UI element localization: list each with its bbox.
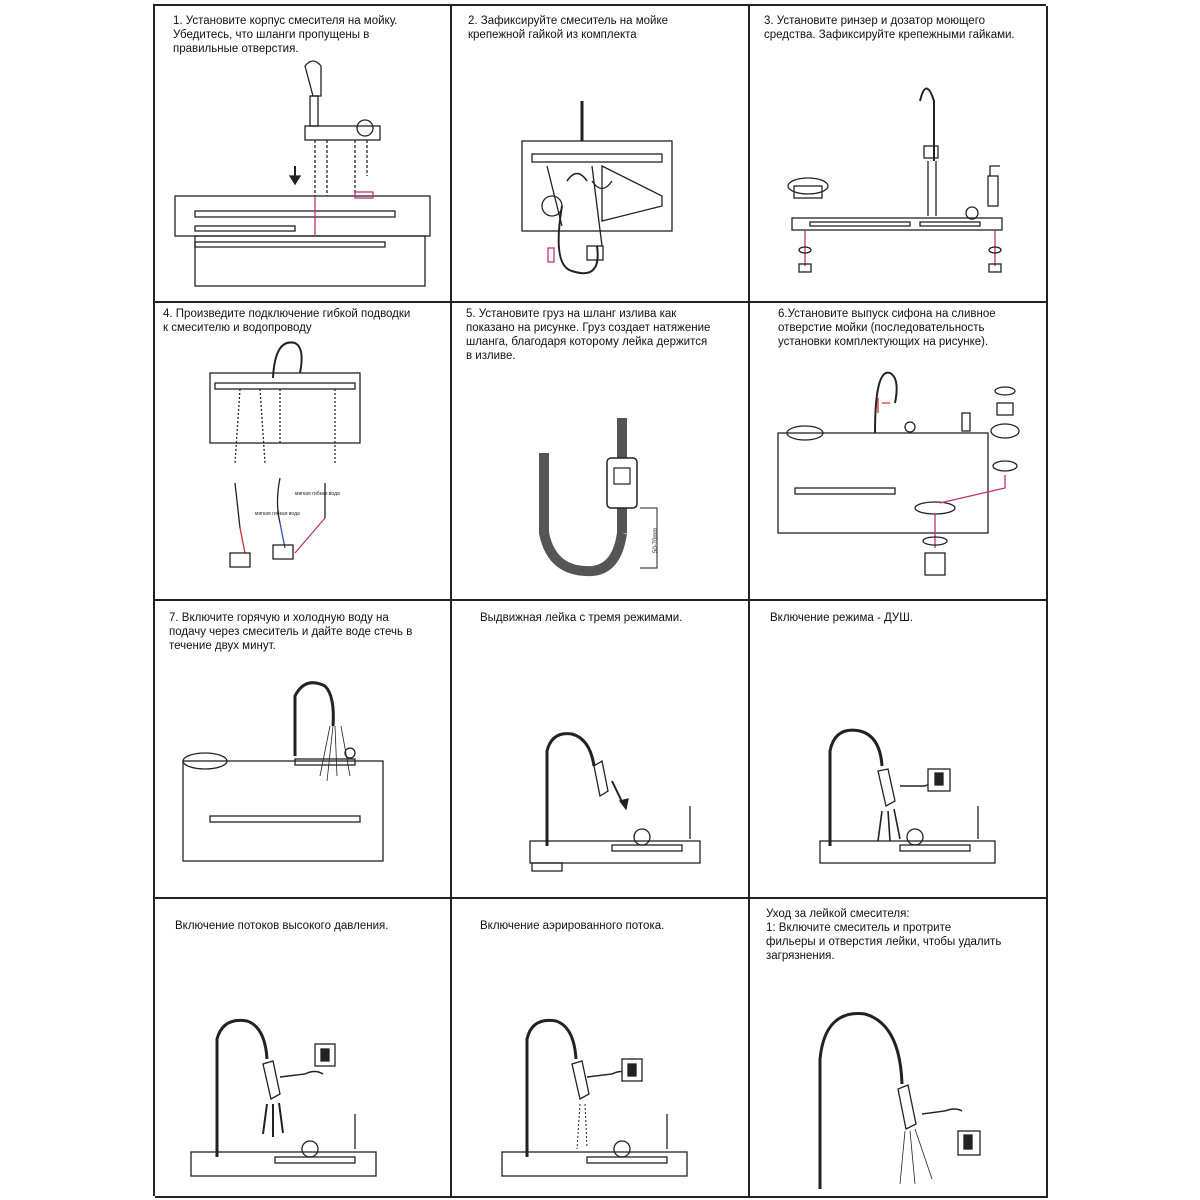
- drain-installation-illustration: [750, 303, 1046, 599]
- shower-mode-illustration: [750, 601, 1046, 897]
- cell-step-2: [452, 6, 750, 303]
- step-4-caption: 4. Произведите подключение гибкой подводки к смесителю и водопроводу: [163, 308, 411, 334]
- rinser-dispenser-illustration: [750, 6, 1046, 301]
- weight-dimension-label: 50-70mm: [653, 527, 659, 553]
- step-2-caption: 2. Зафиксируйте смеситель на мойке крепежной гайкой из комплекта: [468, 15, 669, 41]
- aerated-caption: Включение аэрированного потока.: [480, 920, 665, 932]
- step-7-caption: 7. Включите горячую и холодную воду на подачу через смеситель и дайте воде стечь в течение двух минут.: [169, 612, 413, 652]
- spray-head-care-illustration: [750, 899, 1046, 1196]
- high-pressure-caption: Включение потоков высокого давления.: [175, 920, 389, 932]
- cell-step-4: [155, 303, 452, 601]
- high-pressure-illustration: [155, 899, 450, 1196]
- faucet-mounting-illustration: [155, 6, 450, 301]
- cell-care: [750, 899, 1048, 1198]
- instruction-grid: [153, 4, 1046, 1196]
- fixing-nut-illustration: [452, 6, 748, 301]
- water-flush-illustration: [155, 601, 450, 897]
- cell-step-6: [750, 303, 1048, 601]
- pull-out-spray-illustration: [452, 601, 748, 897]
- cell-step-3: [750, 6, 1048, 303]
- hose-weight-illustration: [452, 303, 748, 599]
- cell-step-7: [155, 601, 452, 899]
- cell-pull-out: [452, 601, 750, 899]
- hose-label-right: мягкая гибкая вода: [295, 491, 340, 497]
- step-3-caption: 3. Установите ринзер и дозатор моющего средства. Зафиксируйте крепежными гайками.: [764, 15, 1015, 41]
- shower-mode-caption: Включение режима - ДУШ.: [770, 612, 913, 624]
- step-5-caption: 5. Установите груз на шланг излива как показано на рисунке. Груз создает натяжение шланга, благодаря которому лейка держится в изливе.: [466, 308, 711, 362]
- step-6-caption: 6.Установите выпуск сифона на сливное отверстие мойки (последовательность установки комплектующих на рисунке).: [778, 308, 996, 348]
- step-1-caption: 1. Установите корпус смесителя на мойку. Убедитесь, что шланги пропущены в правильные отверстия.: [173, 15, 398, 55]
- cell-aerated: [452, 899, 750, 1198]
- cell-high-pressure: [155, 899, 452, 1198]
- supply-hose-connection-illustration: [155, 303, 450, 599]
- cell-shower-mode: [750, 601, 1048, 899]
- faucet-head-icon: [305, 61, 321, 96]
- hose-label-left: мягкая гибкая вода: [255, 511, 300, 517]
- pull-out-caption: Выдвижная лейка с тремя режимами.: [480, 612, 683, 624]
- cell-step-5: [452, 303, 750, 601]
- cell-step-1: [155, 6, 452, 303]
- care-caption: Уход за лейкой смесителя: 1: Включите смеситель и протрите фильеры и отверстия лейки, чтобы удалить загрязнения.: [766, 908, 1002, 962]
- aerated-flow-illustration: [452, 899, 748, 1196]
